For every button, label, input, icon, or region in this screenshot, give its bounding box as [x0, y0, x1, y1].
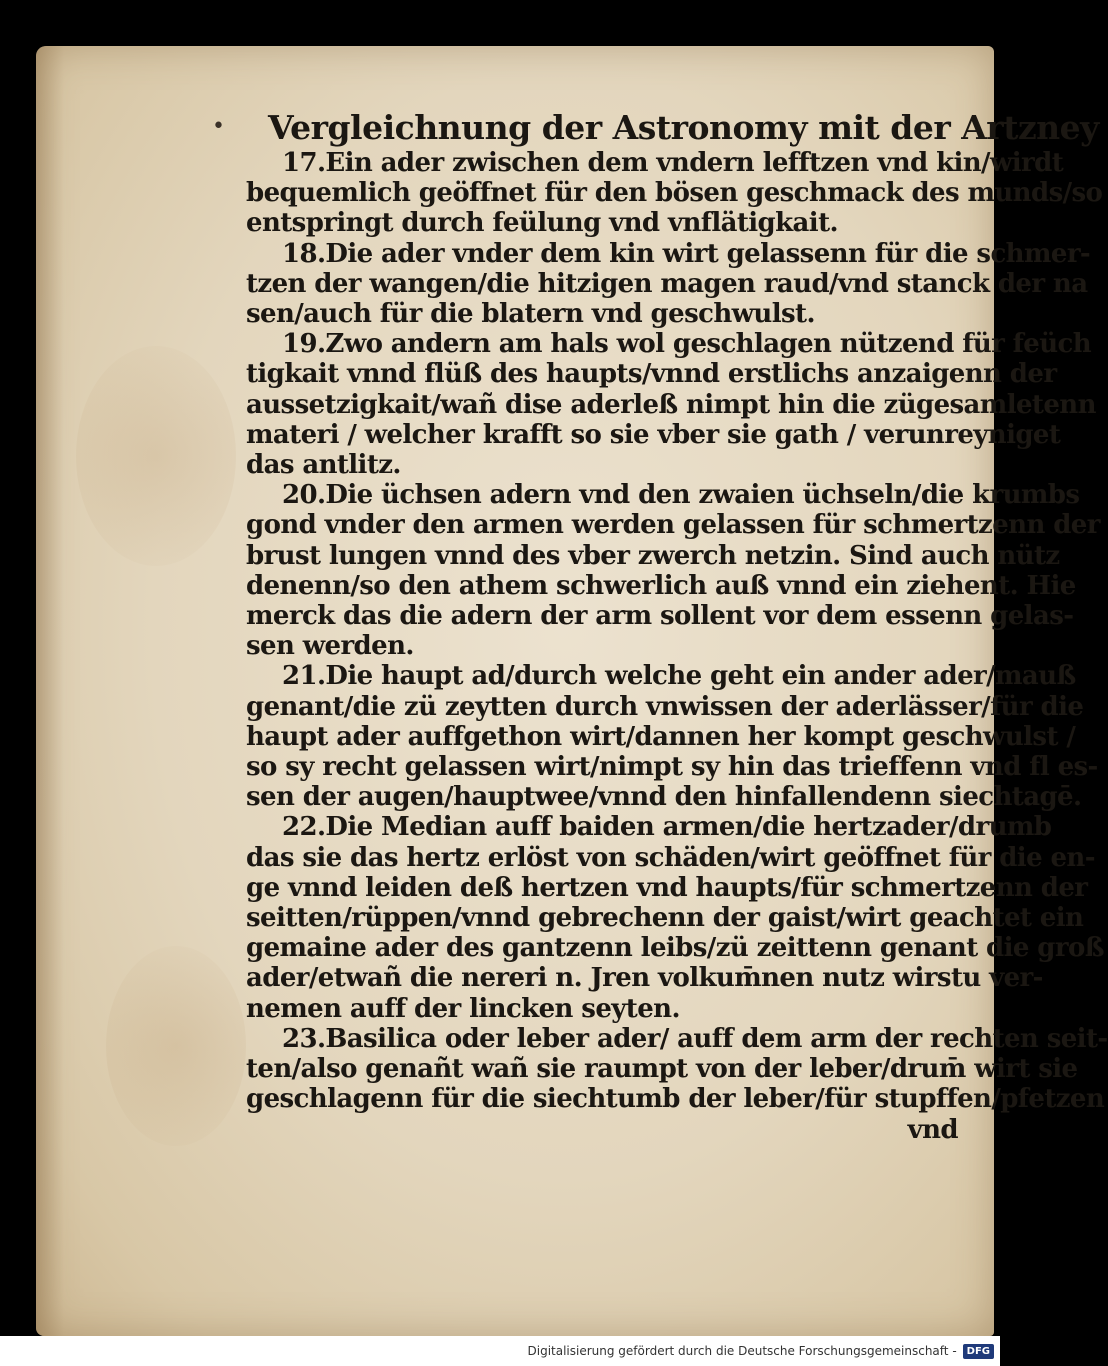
text-line: so sy recht gelassen wirt/nimpt sy hin das trieffenn vnd fl es- — [246, 752, 1098, 783]
footer-bar — [0, 1336, 1000, 1366]
text-line: gond vnder den armen werden gelassen für schmertzenn der — [246, 510, 1100, 541]
text-line: 19.Zwo andern am hals wol geschlagen nützend für feüch — [282, 329, 1092, 360]
text-line: bequemlich geöffnet für den bösen geschmack des munds/so — [246, 178, 1103, 209]
text-line: denenn/so den athem schwerlich auß vnnd ein ziehent. Hie — [246, 570, 1076, 601]
footer-credit: Digitalisierung gefördert durch die Deutsche Forschungsgemeinschaft - — [527, 1344, 957, 1358]
text-line: seitten/rüppen/vnnd gebrechenn der gaist/wirt geachtet ein — [246, 903, 1084, 934]
text-line: das antlitz. — [246, 450, 401, 481]
text-line: 17.Ein ader zwischen dem vndern lefftzen vnd kin/wirdt — [282, 148, 1064, 178]
text-line: aussetzigkait/wañ dise aderleß nimpt hin die zügesamletenn — [246, 389, 1096, 420]
text-line: das sie das hertz erlöst von schäden/wirt geöffnet für die en- — [246, 842, 1095, 873]
margin-mark: • — [212, 114, 225, 139]
catchword: vnd — [907, 1114, 958, 1145]
paper-stain — [76, 346, 236, 566]
text-line: sen/auch für die blatern vnd geschwulst. — [246, 299, 815, 330]
running-header: Vergleichnung der Astronomy mit der Artzney — [268, 108, 1099, 147]
text-line: 18.Die ader vnder dem kin wirt gelassenn für die schmer- — [282, 238, 1091, 269]
text-line: 22.Die Median auff baiden armen/die hertzader/drumb — [282, 812, 1052, 843]
text-line: ten/also genañt wañ sie raumpt von der leber/drum̄ wirt sie — [246, 1054, 1078, 1085]
text-block — [212, 108, 1108, 1145]
text-line: brust lungen vnnd des vber zwerch netzin. Sind auch nütz — [246, 540, 1060, 571]
text-line: sen werden. — [246, 631, 414, 662]
page-gutter-shadow — [36, 46, 64, 1336]
dfg-logo: DFG — [963, 1344, 994, 1359]
text-line: haupt ader auffgethon wirt/dannen her kompt geschwulst / — [246, 721, 1076, 752]
text-line: sen der augen/hauptwee/vnnd den hinfallendenn siechtagē. — [246, 782, 1082, 813]
text-line: 20.Die üchsen adern vnd den zwaien üchseln/die krumbs — [282, 480, 1080, 511]
text-lines — [246, 148, 1108, 1115]
text-line: geschlagenn für die siechtumb der leber/für stupffen/pfetzen — [246, 1084, 1105, 1115]
text-line: ader/etwañ die nereri n. Jren volkum̄nen nutz wirstu ver- — [246, 963, 1043, 994]
paper-stain — [106, 946, 246, 1146]
text-line: entspringt durch feülung vnd vnflätigkait. — [246, 208, 838, 239]
text-line: 23.Basilica oder leber ader/ auff dem arm der rechten seit- — [282, 1023, 1108, 1054]
text-line: materi / welcher krafft so sie vber sie gath / verunreyniget — [246, 419, 1061, 450]
text-line: gemaine ader des gantzenn leibs/zü zeittenn genant die groß — [246, 933, 1104, 964]
text-line: genant/die zü zeytten durch vnwissen der aderlässer/für die — [246, 691, 1084, 722]
text-line: ge vnnd leiden deß hertzen vnd haupts/für schmertzenn der — [246, 872, 1088, 903]
text-line: merck das die adern der arm sollent vor dem essenn gelas- — [246, 601, 1074, 632]
text-line: nemen auff der lincken seyten. — [246, 993, 680, 1024]
book-page — [36, 46, 1108, 1336]
text-line: tzen der wangen/die hitzigen magen raud/vnd stanck der na — [246, 268, 1088, 299]
text-line: tigkait vnnd flüß des haupts/vnnd erstlichs anzaigenn der — [246, 359, 1057, 390]
text-line: 21.Die haupt ad/durch welche geht ein ander ader/mauß — [282, 661, 1076, 692]
